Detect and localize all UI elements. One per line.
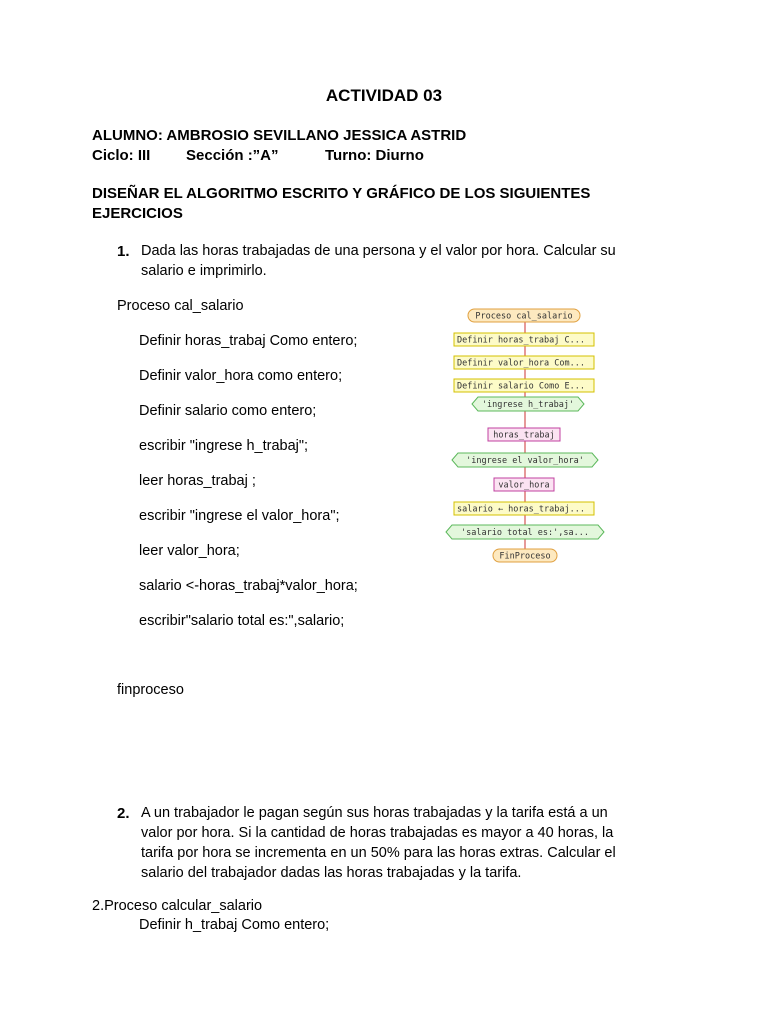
code-line: escribir "ingrese el valor_hora"; bbox=[139, 508, 340, 524]
exercise-2-number: 2. bbox=[117, 805, 130, 822]
svg-text:'ingrese h_trabaj': 'ingrese h_trabaj' bbox=[481, 400, 575, 410]
svg-text:Definir salario Como E...: Definir salario Como E... bbox=[457, 381, 585, 392]
exercise-2-text-line: salario del trabajador dadas las horas trabajadas y la tarifa. bbox=[141, 865, 522, 881]
code-line: Proceso cal_salario bbox=[117, 298, 244, 314]
seccion-label: Sección :”A” bbox=[186, 147, 279, 164]
heading-line-2: EJERCICIOS bbox=[92, 205, 183, 222]
exercise-2-text-line: tarifa por hora se incrementa en un 50% para las horas extras. Calcular el bbox=[141, 845, 616, 861]
code-line: escribir"salario total es:",salario; bbox=[139, 613, 345, 629]
exercise-2-code-line: Definir h_trabaj Como entero; bbox=[139, 917, 330, 933]
flow-node-write-salario bbox=[446, 525, 604, 539]
svg-text:FinProceso: FinProceso bbox=[499, 551, 551, 562]
flow-node-read-valor bbox=[494, 478, 554, 491]
svg-text:Definir horas_trabaj C...: Definir horas_trabaj C... bbox=[457, 335, 585, 346]
student-name: ALUMNO: AMBROSIO SEVILLANO JESSICA ASTRID bbox=[92, 127, 467, 144]
code-line: Definir valor_hora como entero; bbox=[139, 368, 343, 384]
code-line: escribir "ingrese h_trabaj"; bbox=[139, 438, 309, 454]
code-line: salario <-horas_trabaj*valor_hora; bbox=[139, 578, 358, 594]
flow-node-write-h-trabaj bbox=[472, 397, 584, 411]
flow-node-define-valor bbox=[454, 356, 594, 369]
code-line: finproceso bbox=[117, 682, 184, 698]
svg-text:salario ← horas_trabaj...: salario ← horas_trabaj... bbox=[457, 504, 585, 515]
flowchart-diagram bbox=[440, 304, 610, 566]
code-line: leer valor_hora; bbox=[139, 543, 240, 559]
exercise-2-code-line: 2.Proceso calcular_salario bbox=[92, 898, 263, 914]
svg-text:'salario total es:',sa...: 'salario total es:',sa... bbox=[461, 528, 589, 538]
flow-node-write-valor-hora bbox=[452, 453, 598, 467]
turno-label: Turno: Diurno bbox=[325, 147, 424, 164]
ciclo-label: Ciclo: III bbox=[92, 147, 151, 164]
exercise-2-text-line: valor por hora. Si la cantidad de horas trabajadas es mayor a 40 horas, la bbox=[141, 825, 614, 841]
svg-text:Definir valor_hora Com...: Definir valor_hora Com... bbox=[457, 358, 585, 369]
svg-text:horas_trabaj: horas_trabaj bbox=[493, 430, 555, 441]
flow-node-define-salario bbox=[454, 379, 594, 392]
document-title: ACTIVIDAD 03 bbox=[325, 86, 443, 105]
flow-node-calc-salario bbox=[454, 502, 594, 515]
exercise-2-text-line: A un trabajador le pagan según sus horas trabajadas y la tarifa está a un bbox=[141, 805, 608, 821]
exercise-1-text-line-2: salario e imprimirlo. bbox=[141, 263, 267, 279]
flow-node-end bbox=[493, 549, 557, 562]
svg-text:'ingrese el valor_hora': 'ingrese el valor_hora' bbox=[466, 456, 584, 466]
flow-node-define-horas bbox=[454, 333, 594, 346]
heading-line-1: DISEÑAR EL ALGORITMO ESCRITO Y GRÁFICO DE LOS SIGUIENTES bbox=[92, 185, 591, 202]
code-line: Definir salario como entero; bbox=[139, 403, 317, 419]
flow-node-start bbox=[468, 309, 580, 322]
flow-node-read-horas bbox=[488, 428, 560, 441]
code-line: Definir horas_trabaj Como entero; bbox=[139, 333, 358, 349]
exercise-1-number: 1. bbox=[117, 243, 130, 260]
exercise-1-text-line-1: Dada las horas trabajadas de una persona y el valor por hora. Calcular su bbox=[141, 243, 616, 259]
svg-text:Proceso cal_salario: Proceso cal_salario bbox=[475, 311, 573, 322]
svg-text:valor_hora: valor_hora bbox=[498, 480, 550, 491]
code-line: leer horas_trabaj ; bbox=[139, 473, 256, 489]
